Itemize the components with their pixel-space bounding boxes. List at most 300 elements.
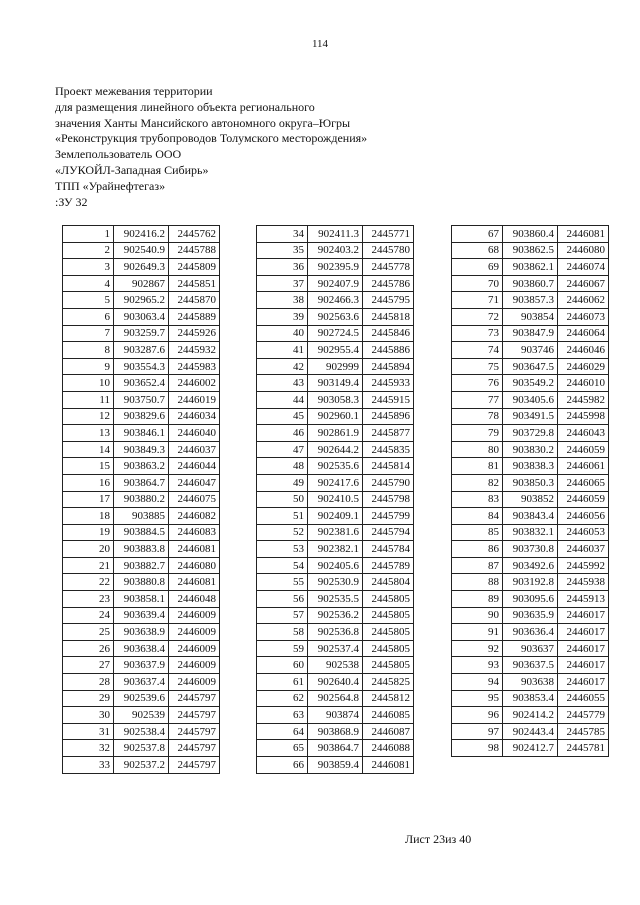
y-coordinate-cell: 2446017 [558,674,609,691]
point-number-cell: 24 [63,607,114,624]
y-coordinate-cell: 2445938 [558,574,609,591]
y-coordinate-cell: 2445797 [169,757,220,774]
x-coordinate-cell: 903647.5 [503,358,558,375]
table-row [63,607,220,624]
point-number-cell: 82 [452,474,503,491]
point-number-cell: 44 [257,391,308,408]
table-row [452,425,609,442]
point-number-cell: 1 [63,226,114,243]
table-row [257,607,414,624]
table-row [257,657,414,674]
x-coordinate-cell: 903884.5 [114,524,169,541]
table-row [63,723,220,740]
x-coordinate-cell: 903880.8 [114,574,169,591]
table-row [452,690,609,707]
y-coordinate-cell: 2445797 [169,707,220,724]
x-coordinate-cell: 903830.2 [503,441,558,458]
point-number-cell: 85 [452,524,503,541]
point-number-cell: 49 [257,474,308,491]
table-row [452,624,609,641]
y-coordinate-cell: 2445835 [363,441,414,458]
table-row [63,591,220,608]
x-coordinate-cell: 903862.5 [503,242,558,259]
point-number-cell: 89 [452,591,503,608]
table-row [257,391,414,408]
point-number-cell: 20 [63,541,114,558]
y-coordinate-cell: 2446044 [169,458,220,475]
x-coordinate-cell: 902538.4 [114,723,169,740]
document-header [55,84,575,210]
x-coordinate-cell: 902530.9 [308,574,363,591]
x-coordinate-cell: 903405.6 [503,391,558,408]
table-row [257,624,414,641]
table-row [63,557,220,574]
y-coordinate-cell: 2446047 [169,474,220,491]
y-coordinate-cell: 2446046 [558,342,609,359]
table-row [63,640,220,657]
table-row [63,474,220,491]
point-number-cell: 43 [257,375,308,392]
y-coordinate-cell: 2445812 [363,690,414,707]
y-coordinate-cell: 2445797 [169,690,220,707]
y-coordinate-cell: 2445825 [363,674,414,691]
table-row [452,358,609,375]
table-row [452,292,609,309]
table-row [257,557,414,574]
table-row [257,757,414,774]
x-coordinate-cell: 903847.9 [503,325,558,342]
table-row [63,541,220,558]
table-row [452,574,609,591]
table-row [257,458,414,475]
x-coordinate-cell: 902466.3 [308,292,363,309]
point-number-cell: 7 [63,325,114,342]
table-row [257,474,414,491]
y-coordinate-cell: 2445932 [169,342,220,359]
point-number-cell: 11 [63,391,114,408]
y-coordinate-cell: 2445982 [558,391,609,408]
table-row [257,508,414,525]
x-coordinate-cell: 903637.4 [114,674,169,691]
point-number-cell: 25 [63,624,114,641]
y-coordinate-cell: 2446037 [169,441,220,458]
x-coordinate-cell: 903554.3 [114,358,169,375]
y-coordinate-cell: 2446059 [558,491,609,508]
y-coordinate-cell: 2445785 [558,723,609,740]
x-coordinate-cell: 903095.6 [503,591,558,608]
table-row [257,342,414,359]
table-row [452,342,609,359]
header-line: :ЗУ 32 [55,194,88,209]
point-number-cell: 2 [63,242,114,259]
point-number-cell: 37 [257,275,308,292]
x-coordinate-cell: 903730.8 [503,541,558,558]
point-number-cell: 13 [63,425,114,442]
point-number-cell: 3 [63,259,114,276]
y-coordinate-cell: 2446029 [558,358,609,375]
x-coordinate-cell: 902382.1 [308,541,363,558]
table-row [63,242,220,259]
x-coordinate-cell: 902410.5 [308,491,363,508]
x-coordinate-cell: 902867 [114,275,169,292]
point-number-cell: 86 [452,541,503,558]
y-coordinate-cell: 2445771 [363,226,414,243]
table-row [257,723,414,740]
table-row [63,508,220,525]
table-row [63,375,220,392]
y-coordinate-cell: 2446009 [169,640,220,657]
point-number-cell: 90 [452,607,503,624]
x-coordinate-cell: 902955.4 [308,342,363,359]
table-row [452,275,609,292]
y-coordinate-cell: 2446081 [169,574,220,591]
point-number-cell: 66 [257,757,308,774]
point-number-cell: 21 [63,557,114,574]
y-coordinate-cell: 2445851 [169,275,220,292]
x-coordinate-cell: 903850.3 [503,474,558,491]
x-coordinate-cell: 902536.2 [308,607,363,624]
x-coordinate-cell: 902538 [308,657,363,674]
x-coordinate-cell: 902417.6 [308,474,363,491]
x-coordinate-cell: 903854 [503,308,558,325]
x-coordinate-cell: 903858.1 [114,591,169,608]
point-number-cell: 62 [257,690,308,707]
table-row [257,640,414,657]
point-number-cell: 81 [452,458,503,475]
table-row [257,425,414,442]
x-coordinate-cell: 903852 [503,491,558,508]
header-line: «ЛУКОЙЛ-Западная Сибирь» [55,162,209,177]
table-row [257,275,414,292]
table-row [63,342,220,359]
table-row [452,674,609,691]
point-number-cell: 56 [257,591,308,608]
x-coordinate-cell: 903853.4 [503,690,558,707]
table-row [452,657,609,674]
x-coordinate-cell: 902539.6 [114,690,169,707]
table-row [63,425,220,442]
x-coordinate-cell: 903860.4 [503,226,558,243]
x-coordinate-cell: 903287.6 [114,342,169,359]
table-row [257,242,414,259]
x-coordinate-cell: 903832.1 [503,524,558,541]
point-number-cell: 15 [63,458,114,475]
y-coordinate-cell: 2446081 [558,226,609,243]
point-number-cell: 6 [63,308,114,325]
y-coordinate-cell: 2446053 [558,524,609,541]
point-number-cell: 26 [63,640,114,657]
table-row [452,375,609,392]
y-coordinate-cell: 2446061 [558,458,609,475]
header-line: «Реконструкция трубопроводов Толумского месторождения» [55,131,368,146]
table-row [257,574,414,591]
table-row [257,541,414,558]
x-coordinate-cell: 903849.3 [114,441,169,458]
y-coordinate-cell: 2446002 [169,375,220,392]
y-coordinate-cell: 2445781 [558,740,609,757]
table-row [257,375,414,392]
table-row [452,491,609,508]
y-coordinate-cell: 2445809 [169,259,220,276]
table-row [452,557,609,574]
table-row [63,441,220,458]
y-coordinate-cell: 2445998 [558,408,609,425]
x-coordinate-cell: 903636.4 [503,624,558,641]
y-coordinate-cell: 2446048 [169,591,220,608]
x-coordinate-cell: 903259.7 [114,325,169,342]
point-number-cell: 94 [452,674,503,691]
x-coordinate-cell: 903639.4 [114,607,169,624]
point-number-cell: 98 [452,740,503,757]
x-coordinate-cell: 903874 [308,707,363,724]
table-row [452,226,609,243]
header-line: ТПП «Урайнефтегаз» [55,178,166,193]
x-coordinate-cell: 902403.2 [308,242,363,259]
table-row [452,541,609,558]
point-number-cell: 38 [257,292,308,309]
x-coordinate-cell: 903846.1 [114,425,169,442]
point-number-cell: 96 [452,707,503,724]
point-number-cell: 92 [452,640,503,657]
y-coordinate-cell: 2446040 [169,425,220,442]
point-number-cell: 10 [63,375,114,392]
y-coordinate-cell: 2445805 [363,607,414,624]
table-row [63,524,220,541]
table-row [257,491,414,508]
x-coordinate-cell: 902443.4 [503,723,558,740]
point-number-cell: 14 [63,441,114,458]
x-coordinate-cell: 902381.6 [308,524,363,541]
table-row [63,391,220,408]
point-number-cell: 4 [63,275,114,292]
y-coordinate-cell: 2445818 [363,308,414,325]
x-coordinate-cell: 903860.7 [503,275,558,292]
table-row [257,226,414,243]
point-number-cell: 45 [257,408,308,425]
point-number-cell: 83 [452,491,503,508]
point-number-cell: 31 [63,723,114,740]
table-row [63,707,220,724]
point-number-cell: 65 [257,740,308,757]
point-number-cell: 97 [452,723,503,740]
table-row [257,674,414,691]
x-coordinate-cell: 903637.9 [114,657,169,674]
table-row [257,408,414,425]
point-number-cell: 68 [452,242,503,259]
table-row [257,591,414,608]
x-coordinate-cell: 903746 [503,342,558,359]
x-coordinate-cell: 902537.8 [114,740,169,757]
table-row [452,408,609,425]
y-coordinate-cell: 2445805 [363,640,414,657]
y-coordinate-cell: 2446074 [558,259,609,276]
x-coordinate-cell: 903192.8 [503,574,558,591]
point-number-cell: 16 [63,474,114,491]
point-number-cell: 18 [63,508,114,525]
table-row [452,723,609,740]
point-number-cell: 69 [452,259,503,276]
y-coordinate-cell: 2446082 [169,508,220,525]
header-line: Проект межевания территории [55,84,213,98]
y-coordinate-cell: 2445846 [363,325,414,342]
x-coordinate-cell: 903638.4 [114,640,169,657]
y-coordinate-cell: 2446080 [169,557,220,574]
table-row [63,226,220,243]
table-row [63,325,220,342]
y-coordinate-cell: 2445896 [363,408,414,425]
y-coordinate-cell: 2446088 [363,740,414,757]
y-coordinate-cell: 2446010 [558,375,609,392]
y-coordinate-cell: 2446034 [169,408,220,425]
point-number-cell: 33 [63,757,114,774]
y-coordinate-cell: 2445804 [363,574,414,591]
x-coordinate-cell: 903838.3 [503,458,558,475]
y-coordinate-cell: 2446081 [363,757,414,774]
y-coordinate-cell: 2445790 [363,474,414,491]
point-number-cell: 36 [257,259,308,276]
x-coordinate-cell: 903637.5 [503,657,558,674]
y-coordinate-cell: 2445933 [363,375,414,392]
point-number-cell: 78 [452,408,503,425]
point-number-cell: 67 [452,226,503,243]
y-coordinate-cell: 2445886 [363,342,414,359]
table-row [257,358,414,375]
y-coordinate-cell: 2445799 [363,508,414,525]
x-coordinate-cell: 903862.1 [503,259,558,276]
x-coordinate-cell: 903637 [503,640,558,657]
point-number-cell: 39 [257,308,308,325]
x-coordinate-cell: 903864.7 [114,474,169,491]
y-coordinate-cell: 2446059 [558,441,609,458]
point-number-cell: 64 [257,723,308,740]
point-number-cell: 53 [257,541,308,558]
point-number-cell: 34 [257,226,308,243]
x-coordinate-cell: 902861.9 [308,425,363,442]
y-coordinate-cell: 2445762 [169,226,220,243]
x-coordinate-cell: 902539 [114,707,169,724]
x-coordinate-cell: 902965.2 [114,292,169,309]
point-number-cell: 17 [63,491,114,508]
point-number-cell: 76 [452,375,503,392]
x-coordinate-cell: 903885 [114,508,169,525]
table-row [452,474,609,491]
x-coordinate-cell: 902999 [308,358,363,375]
point-number-cell: 35 [257,242,308,259]
x-coordinate-cell: 902536.8 [308,624,363,641]
y-coordinate-cell: 2446009 [169,674,220,691]
x-coordinate-cell: 903638.9 [114,624,169,641]
header-line: Землепользователь ООО [55,147,182,162]
x-coordinate-cell: 903863.2 [114,458,169,475]
x-coordinate-cell: 902537.2 [114,757,169,774]
x-coordinate-cell: 902960.1 [308,408,363,425]
x-coordinate-cell: 903829.6 [114,408,169,425]
y-coordinate-cell: 2445805 [363,657,414,674]
point-number-cell: 52 [257,524,308,541]
y-coordinate-cell: 2446043 [558,425,609,442]
point-number-cell: 74 [452,342,503,359]
point-number-cell: 41 [257,342,308,359]
table-row [63,259,220,276]
x-coordinate-cell: 902416.2 [114,226,169,243]
y-coordinate-cell: 2446017 [558,657,609,674]
x-coordinate-cell: 902407.9 [308,275,363,292]
y-coordinate-cell: 2445926 [169,325,220,342]
y-coordinate-cell: 2445983 [169,358,220,375]
x-coordinate-cell: 902412.7 [503,740,558,757]
y-coordinate-cell: 2446037 [558,541,609,558]
table-row [63,624,220,641]
table-row [257,524,414,541]
table-row [452,508,609,525]
y-coordinate-cell: 2446062 [558,292,609,309]
table-row [452,591,609,608]
point-number-cell: 48 [257,458,308,475]
y-coordinate-cell: 2446081 [169,541,220,558]
point-number-cell: 8 [63,342,114,359]
table-row [63,657,220,674]
table-row [63,674,220,691]
y-coordinate-cell: 2445870 [169,292,220,309]
point-number-cell: 80 [452,441,503,458]
point-number-cell: 73 [452,325,503,342]
y-coordinate-cell: 2445915 [363,391,414,408]
x-coordinate-cell: 902535.5 [308,591,363,608]
y-coordinate-cell: 2446064 [558,325,609,342]
point-number-cell: 58 [257,624,308,641]
y-coordinate-cell: 2446017 [558,640,609,657]
header-line: значения Ханты Мансийского автономного округа–Югры [55,115,351,130]
point-number-cell: 40 [257,325,308,342]
x-coordinate-cell: 902409.1 [308,508,363,525]
x-coordinate-cell: 903880.2 [114,491,169,508]
table-row [63,690,220,707]
point-number-cell: 50 [257,491,308,508]
x-coordinate-cell: 902535.6 [308,458,363,475]
table-row [63,275,220,292]
y-coordinate-cell: 2445788 [169,242,220,259]
x-coordinate-cell: 903864.7 [308,740,363,757]
x-coordinate-cell: 902414.2 [503,707,558,724]
x-coordinate-cell: 903492.6 [503,557,558,574]
point-number-cell: 63 [257,707,308,724]
y-coordinate-cell: 2445795 [363,292,414,309]
coordinates-table-3 [451,225,609,757]
x-coordinate-cell: 903857.3 [503,292,558,309]
point-number-cell: 54 [257,557,308,574]
y-coordinate-cell: 2445992 [558,557,609,574]
point-number-cell: 84 [452,508,503,525]
table-row [452,308,609,325]
x-coordinate-cell: 903729.8 [503,425,558,442]
table-row [63,574,220,591]
point-number-cell: 95 [452,690,503,707]
point-number-cell: 87 [452,557,503,574]
point-number-cell: 77 [452,391,503,408]
table-row [63,757,220,774]
point-number-cell: 93 [452,657,503,674]
table-row [63,408,220,425]
y-coordinate-cell: 2446009 [169,657,220,674]
x-coordinate-cell: 902540.9 [114,242,169,259]
y-coordinate-cell: 2445778 [363,259,414,276]
y-coordinate-cell: 2445894 [363,358,414,375]
point-number-cell: 79 [452,425,503,442]
point-number-cell: 57 [257,607,308,624]
point-number-cell: 27 [63,657,114,674]
y-coordinate-cell: 2446075 [169,491,220,508]
x-coordinate-cell: 902724.5 [308,325,363,342]
